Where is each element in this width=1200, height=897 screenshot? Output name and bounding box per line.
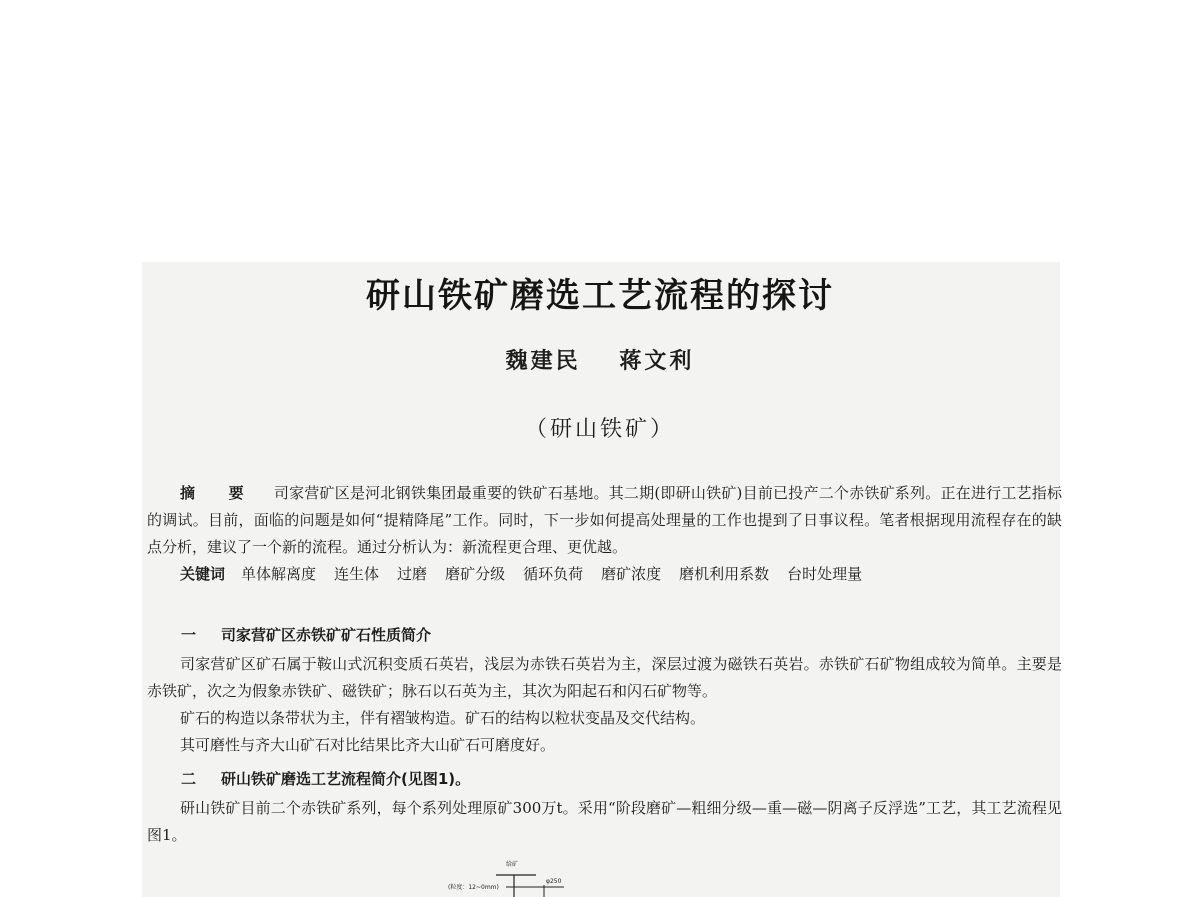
flow-label-screen: φ250 bbox=[546, 878, 562, 885]
keywords-line bbox=[147, 561, 1062, 588]
section-2-paragraph-1: 研山铁矿目前二个赤铁矿系列，每个系列处理原矿300万t。采用“阶段磨矿—粗细分级—重—磁—阴离子反浮选”工艺，其工艺流程见图1。 bbox=[147, 799, 1062, 844]
section-1-paragraph-2: 矿石的构造以条带状为主，伴有褶皱构造。矿石的结构以粒状变晶及交代结构。 bbox=[180, 709, 706, 727]
process-flow-figure bbox=[444, 855, 604, 897]
keyword: 磨机利用系数 bbox=[679, 565, 770, 583]
abstract-text: 司家营矿区是河北钢铁集团最重要的铁矿石基地。其二期(即研山铁矿)目前已投产二个赤铁矿系列。正在进行工艺指标的调试。目前，面临的问题是如何“提精降尾”工作。同时，下一步如何提高处理量的工作也提到了日事议程。笔者根据现用流程存在的缺点分析，建议了一个新的流程。通过分析认为：新流程更合理、更优越。 bbox=[147, 484, 1062, 556]
section-1-number: 一 bbox=[181, 626, 197, 644]
keyword: 单体解离度 bbox=[241, 565, 317, 583]
abstract-label: 摘 要 bbox=[180, 484, 258, 502]
section-1-title: 司家营矿区赤铁矿矿石性质简介 bbox=[221, 626, 432, 644]
author-list bbox=[0, 344, 1200, 375]
abstract-paragraph bbox=[147, 480, 1062, 561]
keyword: 磨矿浓度 bbox=[601, 565, 662, 583]
paper-title: 研山铁矿磨选工艺流程的探讨 bbox=[366, 276, 834, 316]
keywords-label: 关键词 bbox=[180, 565, 226, 583]
keyword: 磨矿分级 bbox=[445, 565, 506, 583]
section-2-number: 二 bbox=[181, 770, 197, 788]
section-1-heading bbox=[181, 624, 431, 645]
keyword: 台时处理量 bbox=[787, 565, 863, 583]
section-2-title: 研山铁矿磨选工艺流程简介(见图1)。 bbox=[221, 770, 471, 788]
section-2-heading bbox=[181, 768, 470, 789]
author-1: 魏建民 bbox=[505, 348, 581, 374]
flow-node-feed: 给矿 bbox=[506, 861, 519, 868]
affiliation: （研山铁矿） bbox=[524, 417, 675, 442]
author-2: 蒋文利 bbox=[619, 348, 695, 374]
flow-label-size: (粒度：12~0mm) bbox=[448, 884, 499, 891]
keyword: 过磨 bbox=[397, 565, 428, 583]
keyword: 连生体 bbox=[334, 565, 380, 583]
keyword: 循环负荷 bbox=[523, 565, 584, 583]
section-1-paragraph-3: 其可磨性与齐大山矿石对比结果比齐大山矿石可磨度好。 bbox=[180, 736, 556, 754]
section-1-paragraph-1: 司家营矿区矿石属于鞍山式沉积变质石英岩，浅层为赤铁石英岩为主，深层过渡为磁铁石英岩。赤铁矿石矿物组成较为简单。主要是赤铁矿，次之为假象赤铁矿、磁铁矿；脉石以石英为主，其次为阳起石和闪石矿物等。 bbox=[147, 655, 1062, 700]
